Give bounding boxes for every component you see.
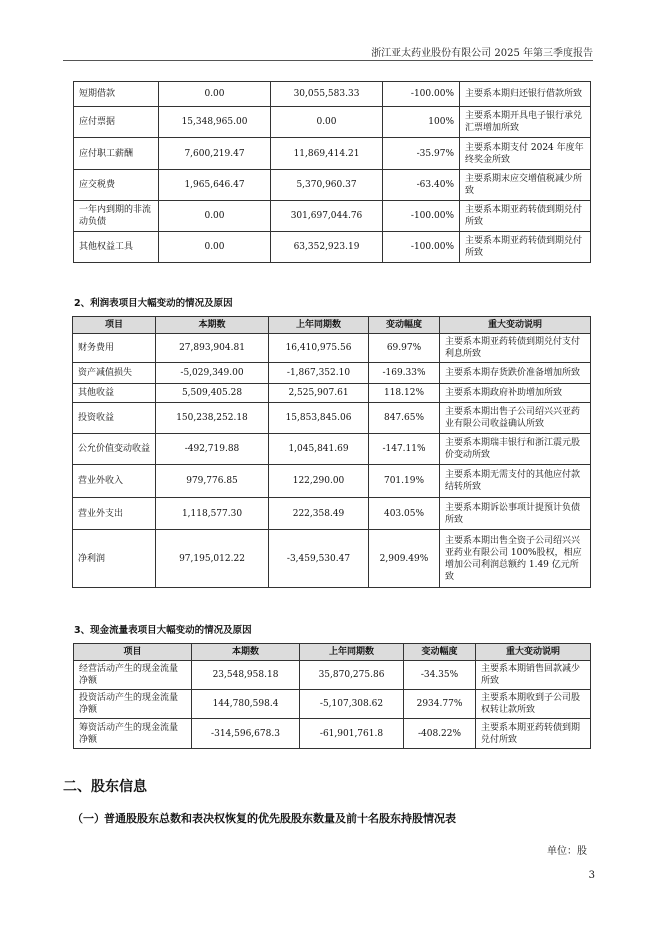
note-cell: 主要系本期出售子公司绍兴兴亚药业有限公司收益确认所致 bbox=[440, 403, 591, 434]
note-cell: 主要系本期亚药转债到期兑付所致 bbox=[460, 201, 591, 232]
shareholder-subheading bbox=[72, 810, 456, 826]
table-row bbox=[74, 661, 591, 690]
value-cell: 0.00 bbox=[159, 232, 271, 263]
table-row bbox=[74, 719, 591, 749]
change-cell: -34.35% bbox=[404, 661, 476, 690]
value-cell: 16,410,975.56 bbox=[269, 334, 369, 363]
value-cell: 97,195,012.22 bbox=[156, 530, 269, 588]
value-cell: -3,459,530.47 bbox=[269, 530, 369, 588]
value-cell: 144,780,598.4 bbox=[192, 690, 300, 719]
shareholder-info-heading: 二、股东信息 bbox=[63, 779, 147, 795]
table-row bbox=[73, 403, 591, 434]
change-cell: 403.05% bbox=[369, 498, 440, 530]
change-cell: 847.65% bbox=[369, 403, 440, 434]
table-row bbox=[73, 465, 591, 498]
change-cell: -100.00% bbox=[383, 82, 460, 107]
note-cell: 主要系本期无需支付的其他应付款结转所致 bbox=[440, 465, 591, 498]
item-cell: 应付职工薪酬 bbox=[74, 138, 159, 170]
value-cell: 1,118,577.30 bbox=[156, 498, 269, 530]
table-row bbox=[73, 498, 591, 530]
note-cell: 主要系本期归还银行借款所致 bbox=[460, 82, 591, 107]
note-cell: 主要系本期亚药转债到期兑付所致 bbox=[460, 232, 591, 263]
table-row bbox=[73, 363, 591, 384]
column-header: 本期数 bbox=[192, 644, 300, 661]
table-row bbox=[74, 690, 591, 719]
item-cell: 营业外支出 bbox=[73, 498, 156, 530]
value-cell: 979,776.85 bbox=[156, 465, 269, 498]
value-cell: -61,901,761.8 bbox=[300, 719, 404, 749]
item-cell: 公允价值变动收益 bbox=[73, 434, 156, 465]
item-cell: 经营活动产生的现金流量净额 bbox=[74, 661, 192, 690]
column-header: 重大变动说明 bbox=[476, 644, 591, 661]
note-cell: 主要系本期支付 2024 年度年终奖金所致 bbox=[460, 138, 591, 170]
column-header: 变动幅度 bbox=[404, 644, 476, 661]
table-header-row bbox=[73, 317, 591, 334]
note-cell: 主要系本期亚药转债到期兑付所致 bbox=[476, 719, 591, 749]
value-cell: -5,029,349.00 bbox=[156, 363, 269, 384]
change-cell: -408.22% bbox=[404, 719, 476, 749]
value-cell: 30,055,583.33 bbox=[271, 82, 383, 107]
change-cell: 100% bbox=[383, 107, 460, 138]
value-cell: -492,719.88 bbox=[156, 434, 269, 465]
value-cell: 23,548,958.18 bbox=[192, 661, 300, 690]
change-cell: 701.19% bbox=[369, 465, 440, 498]
table-row bbox=[74, 138, 591, 170]
value-cell: 15,348,965.00 bbox=[159, 107, 271, 138]
note-cell: 主要系本期收到子公司股权转让款所致 bbox=[476, 690, 591, 719]
value-cell: -1,867,352.10 bbox=[269, 363, 369, 384]
item-cell: 投资收益 bbox=[73, 403, 156, 434]
note-cell: 主要系本期开具电子银行承兑汇票增加所致 bbox=[460, 107, 591, 138]
table-row bbox=[74, 82, 591, 107]
column-header: 上年同期数 bbox=[269, 317, 369, 334]
table-row bbox=[73, 530, 591, 588]
item-cell: 财务费用 bbox=[73, 334, 156, 363]
table-header-row bbox=[74, 644, 591, 661]
value-cell: 27,893,904.81 bbox=[156, 334, 269, 363]
value-cell: 63,352,923.19 bbox=[271, 232, 383, 263]
value-cell: 15,853,845.06 bbox=[269, 403, 369, 434]
column-header: 变动幅度 bbox=[369, 317, 440, 334]
value-cell: 11,869,414.21 bbox=[271, 138, 383, 170]
item-cell: 一年内到期的非流动负债 bbox=[74, 201, 159, 232]
value-cell: 222,358.49 bbox=[269, 498, 369, 530]
note-cell: 主要系本期诉讼事项计提预计负债所致 bbox=[440, 498, 591, 530]
column-header: 项目 bbox=[73, 317, 156, 334]
value-cell: 7,600,219.47 bbox=[159, 138, 271, 170]
item-cell: 其他权益工具 bbox=[74, 232, 159, 263]
value-cell: 0.00 bbox=[271, 107, 383, 138]
column-header: 本期数 bbox=[156, 317, 269, 334]
item-cell: 净利润 bbox=[73, 530, 156, 588]
item-cell: 筹资活动产生的现金流量净额 bbox=[74, 719, 192, 749]
header-divider bbox=[63, 60, 593, 61]
column-header: 重大变动说明 bbox=[440, 317, 591, 334]
subheading-text: 普通股股东总数和表决权恢复的优先股股东数量及前十名股东持股情况表 bbox=[104, 812, 456, 825]
change-cell: 2934.77% bbox=[404, 690, 476, 719]
note-cell: 主要系本期存货跌价准备增加所致 bbox=[440, 363, 591, 384]
table-row bbox=[73, 384, 591, 403]
item-cell: 资产减值损失 bbox=[73, 363, 156, 384]
item-cell: 投资活动产生的现金流量净额 bbox=[74, 690, 192, 719]
change-cell: 2,909.49% bbox=[369, 530, 440, 588]
value-cell: 122,290.00 bbox=[269, 465, 369, 498]
page-number: 3 bbox=[588, 870, 595, 881]
value-cell: 5,509,405.28 bbox=[156, 384, 269, 403]
change-cell: 118.12% bbox=[369, 384, 440, 403]
table-row bbox=[74, 232, 591, 263]
note-cell: 主要系本期亚药转债到期兑付支付利息所致 bbox=[440, 334, 591, 363]
note-cell: 主要系本期出售全资子公司绍兴兴亚药业有限公司 100%股权，相应增加公司利润总额约 1.49 亿元所致 bbox=[440, 530, 591, 588]
value-cell: 1,045,841.69 bbox=[269, 434, 369, 465]
section-2-title: 2、利润表项目大幅变动的情况及原因 bbox=[74, 298, 233, 309]
value-cell: 1,965,646.47 bbox=[159, 170, 271, 201]
subheading-number: （一） bbox=[72, 812, 105, 825]
change-cell: -100.00% bbox=[383, 232, 460, 263]
note-cell: 主要系期末应交增值税减少所致 bbox=[460, 170, 591, 201]
change-cell: -147.11% bbox=[369, 434, 440, 465]
change-cell: -35.97% bbox=[383, 138, 460, 170]
change-cell: 69.97% bbox=[369, 334, 440, 363]
table-row bbox=[73, 434, 591, 465]
item-cell: 其他收益 bbox=[73, 384, 156, 403]
note-cell: 主要系本期政府补助增加所致 bbox=[440, 384, 591, 403]
item-cell: 短期借款 bbox=[74, 82, 159, 107]
value-cell: 0.00 bbox=[159, 82, 271, 107]
unit-label: 单位：股 bbox=[547, 846, 587, 857]
table-row bbox=[73, 334, 591, 363]
section-3-title: 3、现金流量表项目大幅变动的情况及原因 bbox=[74, 625, 252, 636]
value-cell: 150,238,252.18 bbox=[156, 403, 269, 434]
change-cell: -63.40% bbox=[383, 170, 460, 201]
column-header: 项目 bbox=[74, 644, 192, 661]
value-cell: 35,870,275.86 bbox=[300, 661, 404, 690]
change-cell: -169.33% bbox=[369, 363, 440, 384]
table-row bbox=[74, 107, 591, 138]
table-row bbox=[74, 201, 591, 232]
value-cell: -5,107,308.62 bbox=[300, 690, 404, 719]
column-header: 上年同期数 bbox=[300, 644, 404, 661]
income-statement-table bbox=[72, 316, 591, 588]
item-cell: 应交税费 bbox=[74, 170, 159, 201]
value-cell: -314,596,678.3 bbox=[192, 719, 300, 749]
report-header: 浙江亚太药业股份有限公司 2025 年第三季度报告 bbox=[371, 48, 593, 59]
table-row bbox=[74, 170, 591, 201]
value-cell: 2,525,907.61 bbox=[269, 384, 369, 403]
value-cell: 0.00 bbox=[159, 201, 271, 232]
change-cell: -100.00% bbox=[383, 201, 460, 232]
cash-flow-table bbox=[73, 643, 591, 749]
value-cell: 301,697,044.76 bbox=[271, 201, 383, 232]
note-cell: 主要系本期瑞丰银行和浙江震元股价变动所致 bbox=[440, 434, 591, 465]
note-cell: 主要系本期销售回款减少所致 bbox=[476, 661, 591, 690]
balance-sheet-table bbox=[73, 81, 591, 263]
item-cell: 应付票据 bbox=[74, 107, 159, 138]
item-cell: 营业外收入 bbox=[73, 465, 156, 498]
value-cell: 5,370,960.37 bbox=[271, 170, 383, 201]
